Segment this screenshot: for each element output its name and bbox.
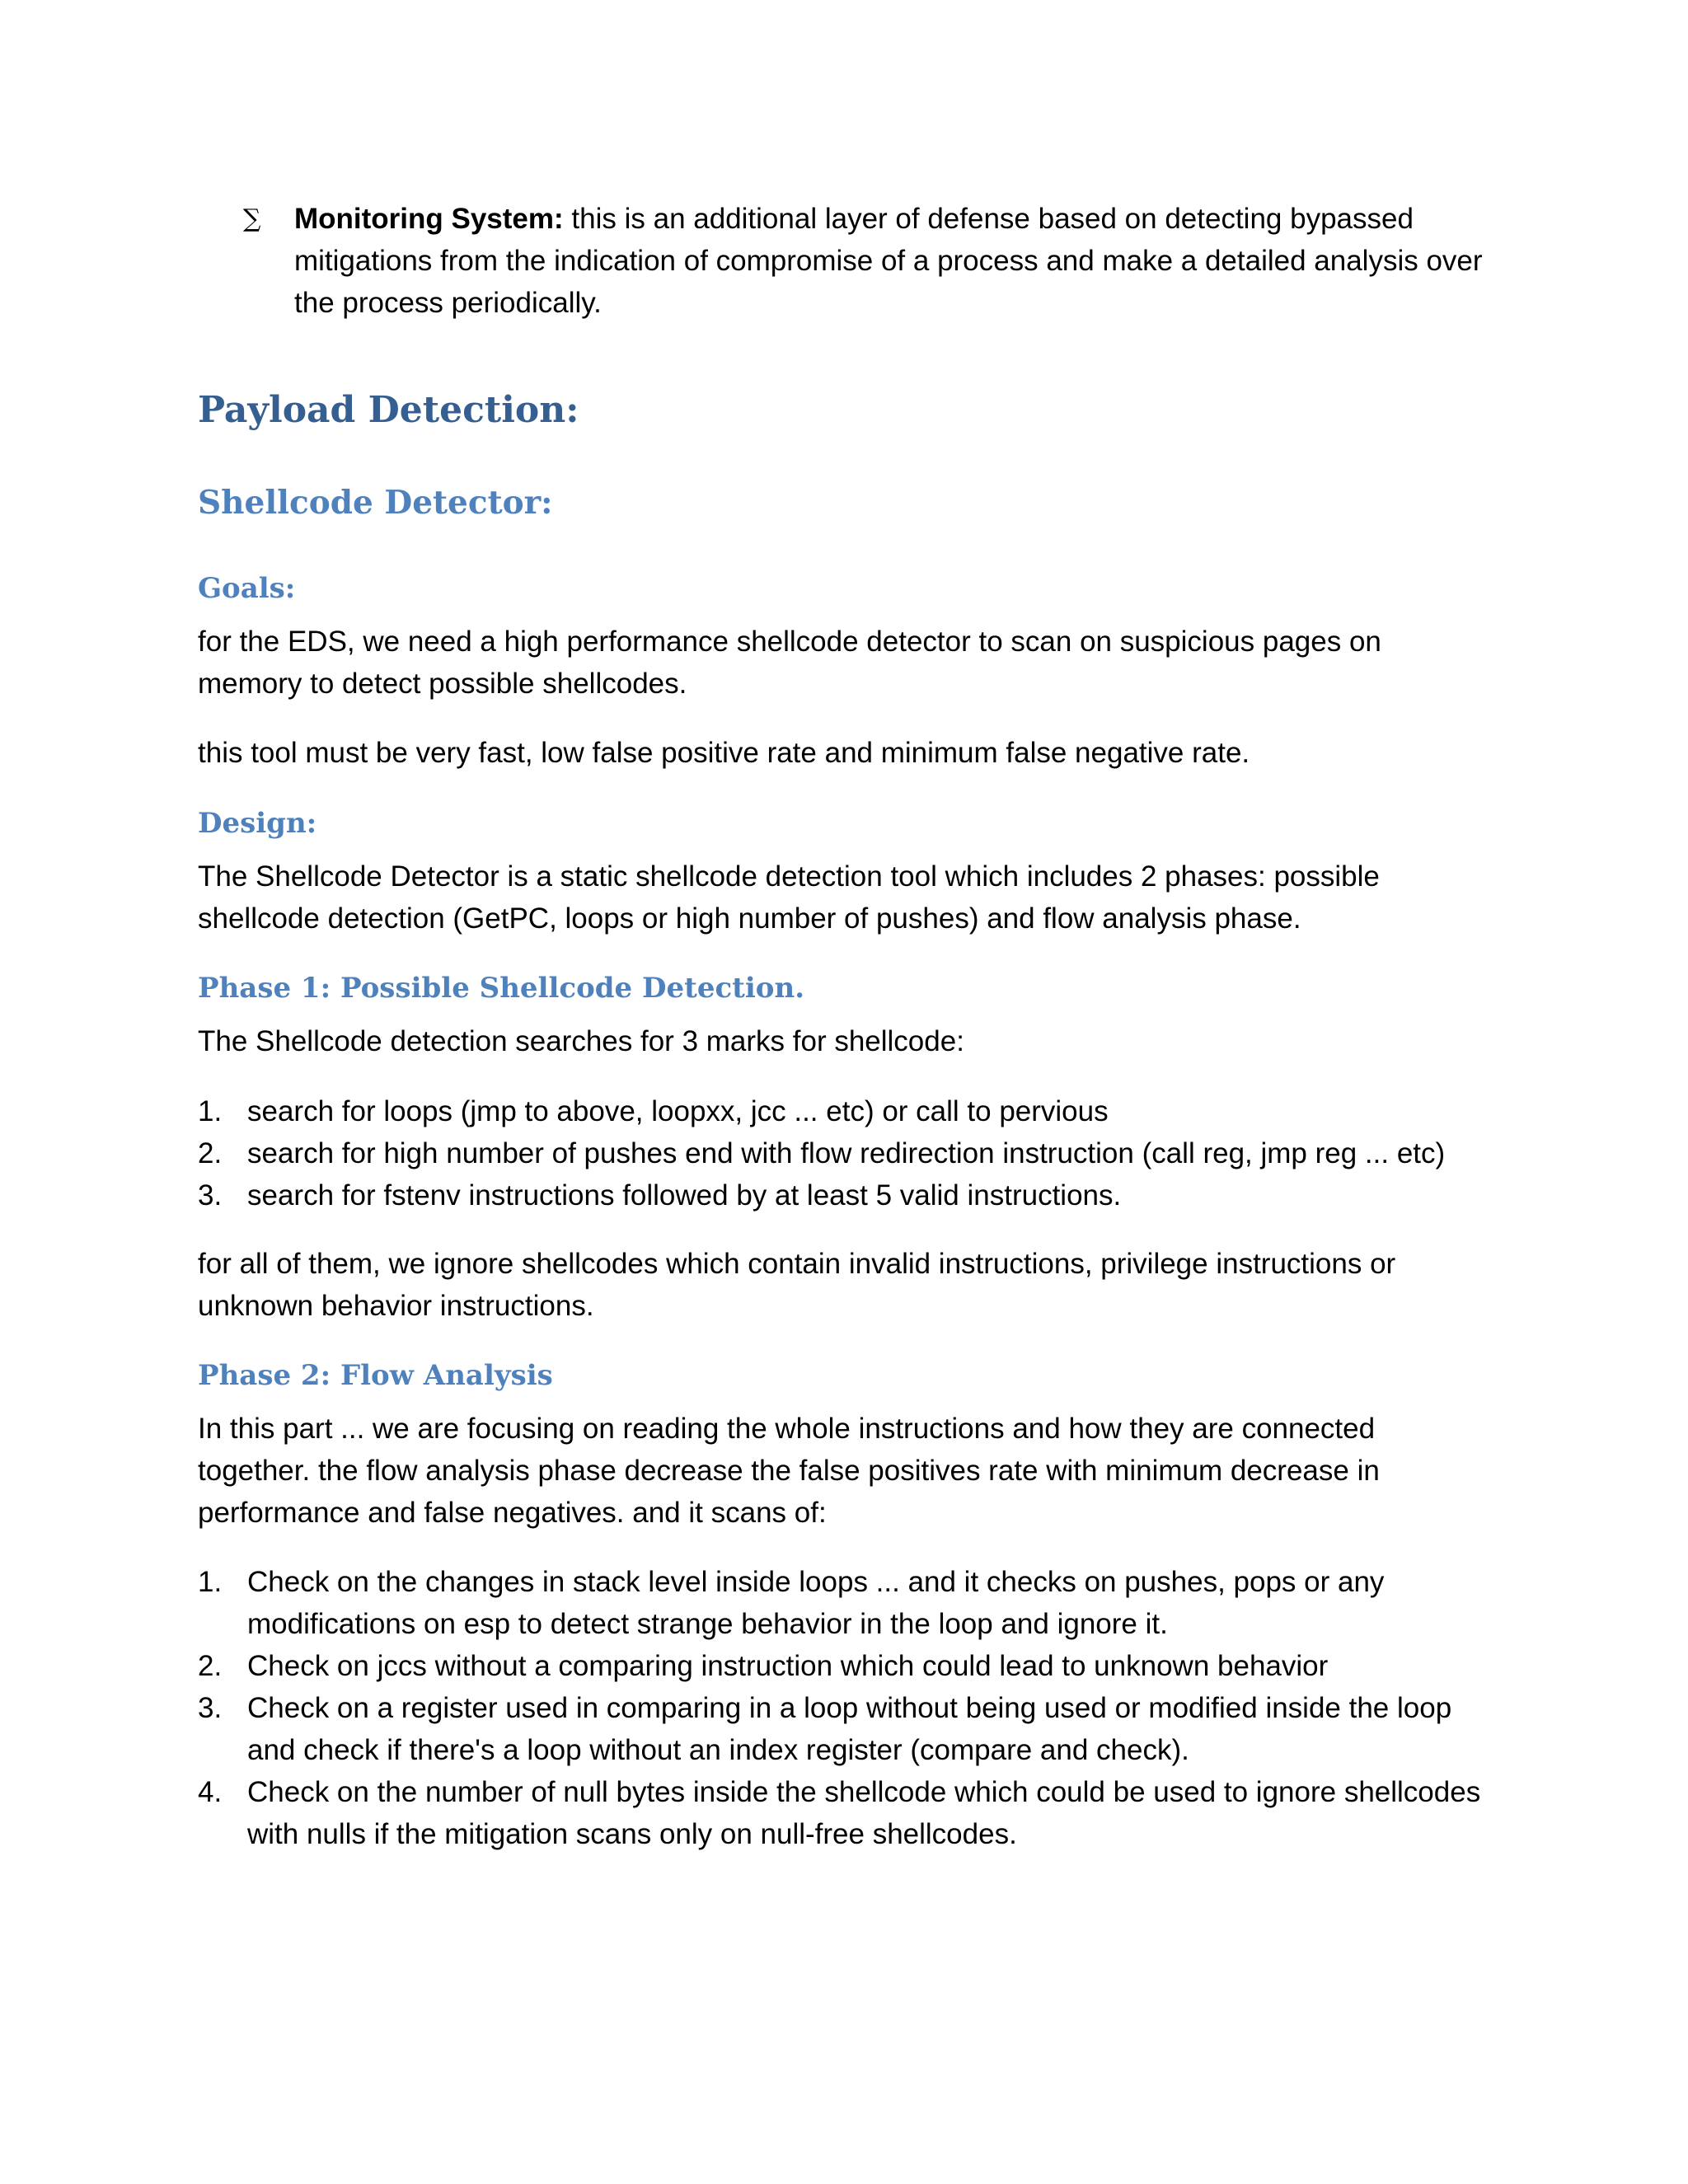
list-item [198,1561,1484,1645]
list-item [198,1132,1484,1174]
list-item-number: 1. [198,1566,223,1598]
list-item [198,1687,1484,1771]
list-item-number: 3. [198,1179,223,1212]
list-item-text: Check on the changes in stack level inside loops ... and it checks on pushes, pops or any modifications on esp to detect strange behavior in the loop and ignore it. [247,1566,1385,1640]
phase1-heading-block [198,968,1484,1008]
phase2-list-block [198,1561,1484,1855]
phase2-intro: In this part ... we are focusing on reading the whole instructions and how they are connected together. the flow analysis phase decrease the false positives rate with minimum decrease in performance and false negatives. and it scans of: [198,1413,1380,1529]
design-heading: Design: [198,807,317,840]
list-item-text: Check on the number of null bytes inside the shellcode which could be used to ignore shellcodes with nulls if the mitigation scans only on null-free shellcodes. [247,1776,1481,1850]
phase1-intro-block [198,1020,1484,1062]
shellcode-detector-heading: Shellcode Detector: [198,484,553,522]
goals-paragraph-1: for the EDS, we need a high performance shellcode detector to scan on suspicious pages on memory to detect possible shellcodes. [198,626,1381,700]
monitoring-bullet-row [198,198,1484,324]
design-paragraph: The Shellcode Detector is a static shellcode detection tool which includes 2 phases: possible shellcode detection (GetPC, loops or high number of pushes) and flow analysis phase. [198,860,1380,935]
phase1-heading: Phase 1: Possible Shellcode Detection. [198,972,805,1005]
goals-paragraph-2: this tool must be very fast, low false positive rate and minimum false negative rate. [198,737,1250,769]
list-item-number: 3. [198,1692,223,1724]
payload-heading-block [198,387,1484,434]
list-item [198,1174,1484,1216]
list-item [198,1645,1484,1687]
phase2-heading-block [198,1356,1484,1395]
list-item [198,1090,1484,1132]
phase2-heading: Phase 2: Flow Analysis [198,1359,553,1392]
list-item [198,1771,1484,1855]
list-item-text: Check on a register used in comparing in a loop without being used or modified inside the loop and check if there's a loop without an index register (compare and check). [247,1692,1452,1766]
phase1-outro: for all of them, we ignore shellcodes which contain invalid instructions, privilege instructions or unknown behavior instructions. [198,1248,1396,1322]
phase1-outro-block [198,1243,1484,1327]
phase2-numbered-list [198,1561,1484,1855]
list-item-text: Check on jccs without a comparing instruction which could lead to unknown behavior [247,1650,1329,1682]
list-item-number: 4. [198,1776,223,1808]
goals-heading: Goals: [198,572,296,605]
phase1-numbered-list [198,1090,1484,1216]
design-para-block [198,855,1484,940]
design-heading-block [198,804,1484,843]
list-item-number: 2. [198,1137,223,1169]
list-item-text: search for loops (jmp to above, loopxx, jcc ... etc) or call to pervious [247,1095,1109,1127]
monitoring-label: Monitoring System: [294,203,564,235]
list-item-number: 1. [198,1095,223,1127]
sigma-bullet-icon: ∑ [243,204,261,233]
shellcode-heading-block [198,481,1484,524]
monitoring-bullet-item [198,198,1484,324]
phase1-intro: The Shellcode detection searches for 3 marks for shellcode: [198,1025,964,1057]
goals-para1-block [198,621,1484,705]
monitoring-text: this is an additional layer of defense based on detecting bypassed mitigations from the indication of compromise of a process and make a detailed analysis over the process periodically. [294,203,1483,319]
list-item-text: search for fstenv instructions followed by at least 5 valid instructions. [247,1179,1122,1212]
payload-detection-heading: Payload Detection: [198,389,579,431]
phase2-intro-block [198,1408,1484,1534]
list-item-text: search for high number of pushes end with flow redirection instruction (call reg, jmp reg ... etc) [247,1137,1446,1169]
list-item-number: 2. [198,1650,223,1682]
phase1-list-block [198,1090,1484,1216]
goals-heading-block [198,569,1484,608]
goals-para2-block [198,732,1484,774]
